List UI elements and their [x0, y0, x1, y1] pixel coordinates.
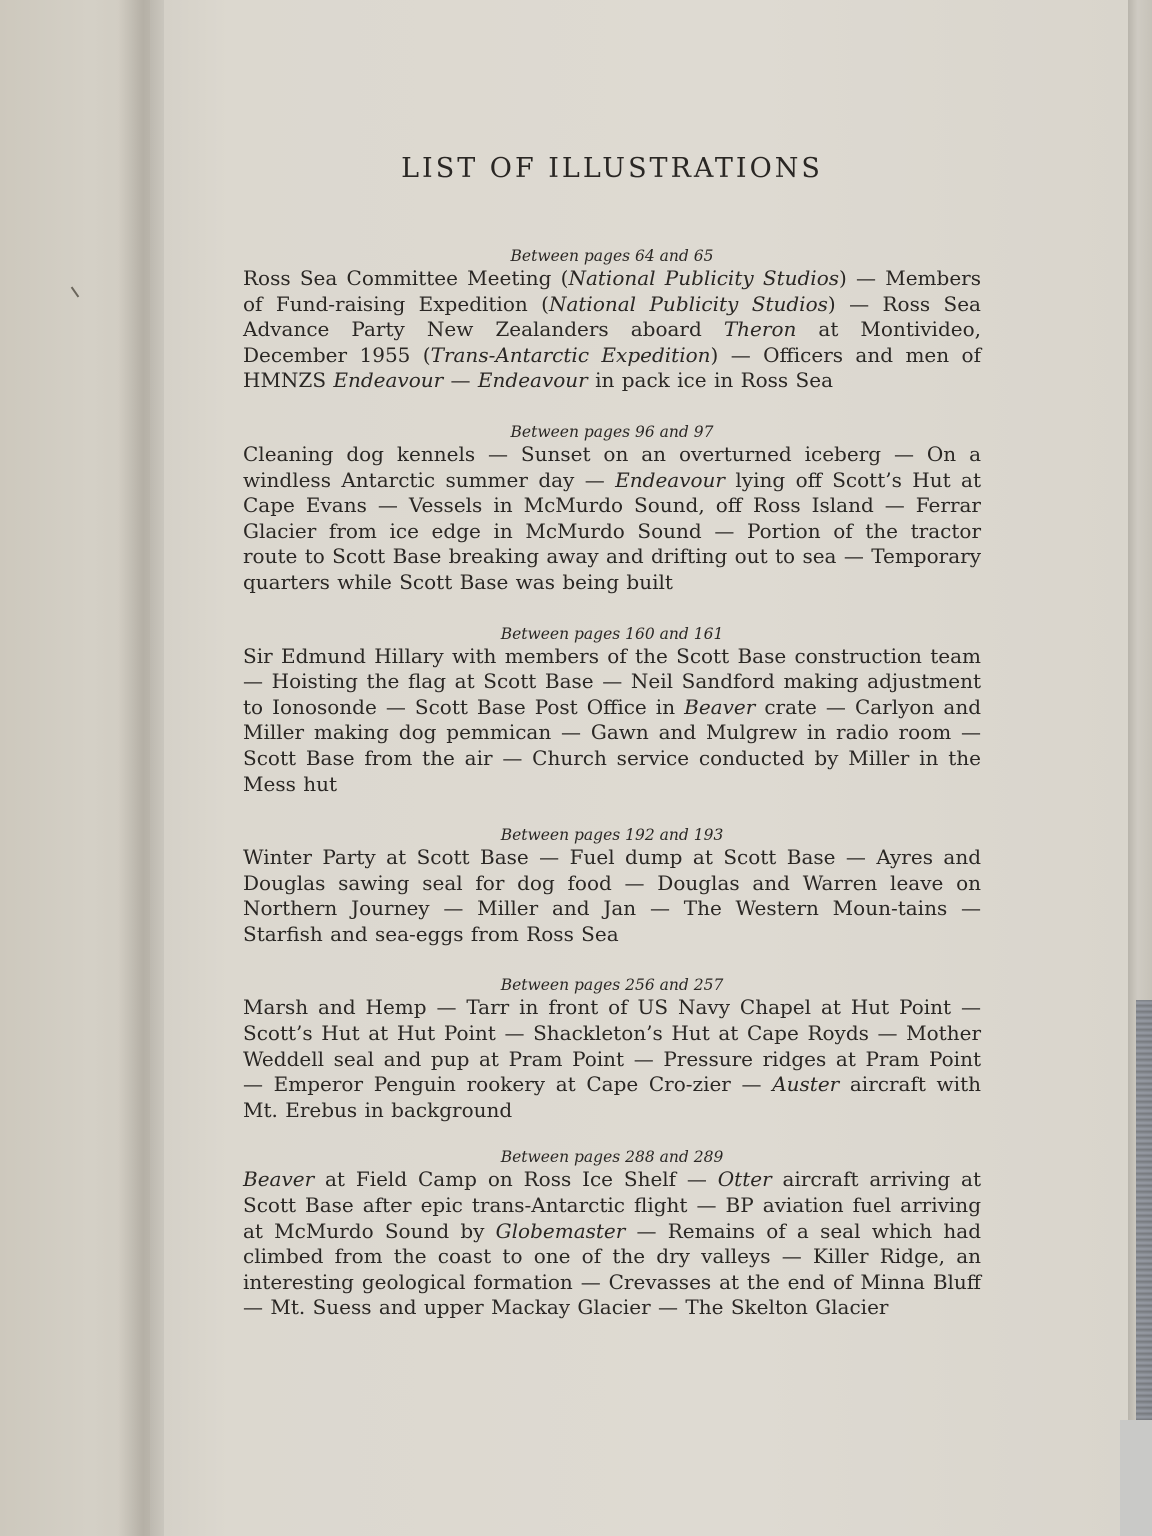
text-run: aircraft with Mt. Erebus in background — [243, 1072, 981, 1122]
section-body — [243, 995, 981, 1123]
section-pages-160-161 — [243, 624, 981, 798]
section-heading: Between pages 96 and 97 — [510, 422, 714, 441]
text-run: ) — Ross Sea Advance Party New Zealanders aboard — [243, 291, 981, 342]
italic-run: Auster — [772, 1072, 840, 1097]
italic-run: Endeavour — [615, 467, 725, 492]
text-run: Ross Sea Committee Meeting ( — [243, 266, 569, 290]
italic-run: Theron — [723, 317, 797, 342]
text-run: ) — Members of Fund-raising Expedition ( — [243, 266, 981, 316]
section-pages-288-289 — [243, 1147, 981, 1321]
italic-run: Beaver — [684, 694, 756, 719]
text-run: aircraft arriving at Scott Base after epic trans-Antarctic flight — BP aviation fuel arriving at McMurdo Sound by — [243, 1167, 981, 1243]
section-heading: Between pages 64 and 65 — [510, 247, 714, 265]
table-surface — [1120, 1420, 1152, 1536]
text-run: crate — Carlyon and Miller making dog pemmican — Gawn and Mulgrew in radio room — Scott Base from the air — Church service conducted by Miller in the Mess hut — [243, 694, 982, 796]
text-run: in pack ice in Ross Sea — [587, 368, 834, 393]
text-run: lying off Scott’s Hut at Cape Evans — Vessels in McMurdo Sound, off Ross Island — Ferrar Glacier from ice edge in McMurdo Sound — Portion of the tractor route to Scott Base breaking away and drifting out to sea — Temporary quarters while Scott Base was being built — [243, 467, 981, 594]
italic-run: Trans-Antarctic Expedition — [430, 342, 711, 367]
section-pages-96-97 — [243, 422, 981, 596]
text-run: Cleaning dog kennels — Sunset on an overturned iceberg — On a windless Antarctic summer day — — [243, 441, 981, 492]
section-pages-64-65 — [243, 246, 981, 394]
text-run: at Field Camp on Ross Ice Shelf — — [314, 1167, 718, 1192]
text-run: — — [443, 368, 478, 393]
italic-run: National Publicity Studios — [548, 291, 828, 316]
text-run: Sir Edmund Hillary with members of the Scott Base construction team— Hoisting the flag at Scott Base — Neil Sandford making adjustment to Ionosonde — Scott Base Post Office in — [243, 643, 981, 719]
section-heading: Between pages 288 and 289 — [500, 1148, 724, 1167]
text-run: — Remains of a seal which had climbed from the coast to one of the dry valleys — Killer Ridge, an interesting geological formation — Crevasses at the end of Minna Bluff — Mt. Suess and upper Mackay Glacier — The Skelton Glacier — [243, 1218, 981, 1320]
italic-run: Globemaster — [495, 1218, 626, 1243]
section-heading: Between pages 160 and 161 — [500, 624, 724, 643]
section-body — [243, 1167, 981, 1321]
italic-run: Endeavour — [477, 368, 588, 393]
section-body — [243, 442, 981, 596]
cover-edge — [1136, 1000, 1152, 1420]
section-heading: Between pages 192 and 193 — [500, 826, 724, 845]
text-run: ) — Officers and men of HMNZS — [243, 342, 981, 393]
section-body — [243, 845, 981, 947]
italic-run: Endeavour — [333, 368, 444, 393]
book-gutter — [118, 0, 164, 1536]
section-body — [243, 266, 981, 394]
text-run: Winter Party at Scott Base — Fuel dump at Scott Base — Ayres and Douglas sawing seal for dog food — Douglas and Warren leave on Northern Journey — Miller and Jan — The Western Moun-tains — Starfish and sea-eggs from Ross Sea — [243, 845, 981, 946]
section-pages-256-257 — [243, 975, 981, 1123]
section-heading: Between pages 256 and 257 — [500, 976, 724, 995]
page-content — [243, 150, 981, 1321]
italic-run: Beaver — [243, 1167, 315, 1192]
italic-run: Otter — [717, 1167, 772, 1192]
section-body — [243, 644, 981, 798]
text-run: at Montivideo, December 1955 ( — [243, 317, 981, 367]
text-run: Marsh and Hemp — Tarr in front of US Navy Chapel at Hut Point — Scott’s Hut at Hut Point — Shackleton’s Hut at Cape Royds — Mother Weddell seal and pup at Pram Point — Pressure ridges at Pram Point — Emperor Penguin rookery at Cape Cro-zier — — [243, 995, 981, 1097]
section-pages-192-193 — [243, 825, 981, 947]
page-title: LIST OF ILLUSTRATIONS — [401, 153, 823, 184]
italic-run: National Publicity Studios — [568, 266, 839, 290]
